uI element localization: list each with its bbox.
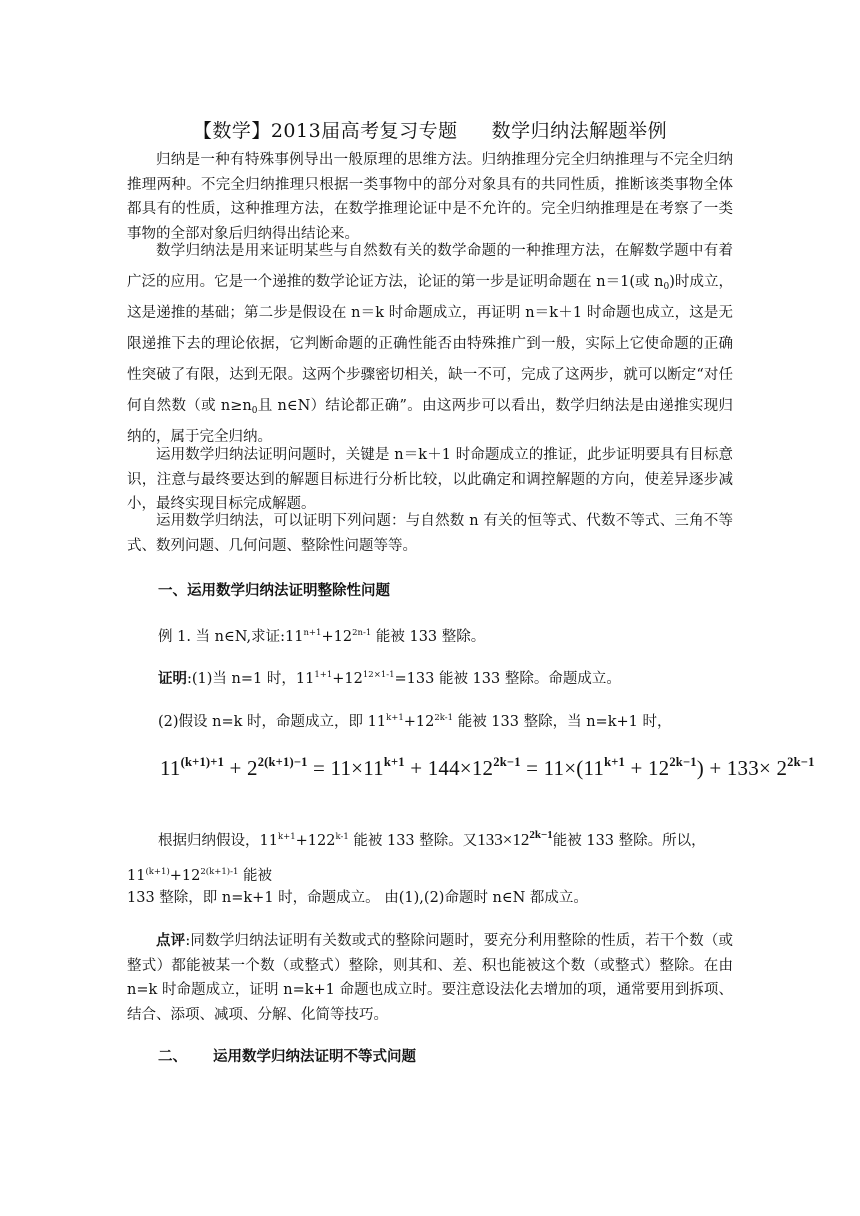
induction-formula: $11^{(k+1)+1} + 2^{2(k+1)-1} = 11\times 11^{k+1} + 144\times 12^{2k-1} = 11\times(11^{k+1} + 12^{2k-1}) + 133\times 2^{2k-1}$	[160, 755, 815, 780]
comment-label: 点评	[156, 933, 186, 949]
proof-step-2: (2)假设 n=k 时，命题成立，即 $11^{k+1}+12^{2k-1}$ 能被 133 整除，当 n=k+1 时，	[158, 713, 672, 730]
section-heading-2: 二、 运用数学归纳法证明不等式问题	[158, 1049, 416, 1065]
intro-paragraph-4: 运用数学归纳法，可以证明下列问题：与自然数 n 有关的恒等式、代数不等式、三角不等式、数列问题、几何问题、整除性问题等等。	[127, 513, 733, 554]
proof-step-1: 证明:(1)当 n=1 时，$11^{1+1}+12^{12\times 1-1}=133$ 能被 133 整除。命题成立。	[158, 670, 621, 687]
example-1: 例 1. 当 n∈N,求证$:11^{n+1}+12^{2n-1}$ 能被 133 整除。	[158, 628, 486, 645]
intro-paragraph-2: 数学归纳法是用来证明某些与自然数有关的数学命题的一种推理方法，在解数学题中有着广泛的应用。它是一个递推的数学论证方法，论证的第一步是证明命题在 n＝1(或 $n_0$)时成立，这是递推的基础；第二步是假设在 n＝k 时命题成立，再证明 n＝k＋1 时命题也成立，这是无限递推下去的理论依据，它判断命题的正确性能否由特殊推广到一般，实际上它使命题的正确性突破了有限，达到无限。这两个步骤密切相关，缺一不可，完成了这两步，就可以断定“对任何自然数（或 $n\ge n_0$且 n∈N）结论都正确”。由这两步可以看出，数学归纳法是由递推实现归纳的，属于完全归纳。	[127, 243, 733, 445]
intro-paragraph-3: 运用数学归纳法证明问题时，关键是 n＝k＋1 时命题成立的推证，此步证明要具有目标意识，注意与最终要达到的解题目标进行分析比较，以此确定和调控解题的方向，使差异逐步减小，最终实现目标完成解题。	[127, 447, 733, 512]
section-heading-1: 一、运用数学归纳法证明整除性问题	[158, 583, 390, 599]
title-left: 【数学】2013届高考复习专题	[192, 120, 458, 142]
page-title	[0, 116, 860, 143]
intro-paragraph-1: 归纳是一种有特殊事例导出一般原理的思维方法。归纳推理分完全归纳推理与不完全归纳推理两种。不完全归纳推理只根据一类事物中的部分对象具有的共同性质，推断该类事物全体都具有的性质，这种推理方法，在数学推理论证中是不允许的。完全归纳推理是在考察了一类事物的全部对象后归纳得出结论来。	[127, 152, 733, 242]
inline-formula: $133\times 12^{2k-1}$	[477, 829, 553, 849]
proof-step-3: 根据归纳假设，$11^{k+1}+122^{k-1}$ 能被 133 整除。又$133\times 12^{2k-1}$能被 133 整除。所以，	[158, 829, 706, 849]
proof-conclusion: 133 整除，即 n=k+1 时，命题成立。 由(1),(2)命题时 n∈N 都成立。	[127, 890, 588, 906]
comment-paragraph: 点评:同数学归纳法证明有关数或式的整除问题时，要充分利用整除的性质，若干个数（或整式）都能被某一个数（或整式）整除，则其和、差、积也能被这个数（或整式）整除。在由 n=k 时命题成立，证明 n=k+1 命题也成立时。要注意设法化去增加的项，通常要用到拆项、结合、添项、减项、分解、化简等技巧。	[127, 933, 733, 1023]
title-right: 数学归纳法解题举例	[491, 120, 668, 142]
proof-step-4: $11^{(k+1)}+12^{2(k+1)-1}$ 能被	[127, 867, 273, 884]
proof-label: 证明	[158, 671, 187, 687]
